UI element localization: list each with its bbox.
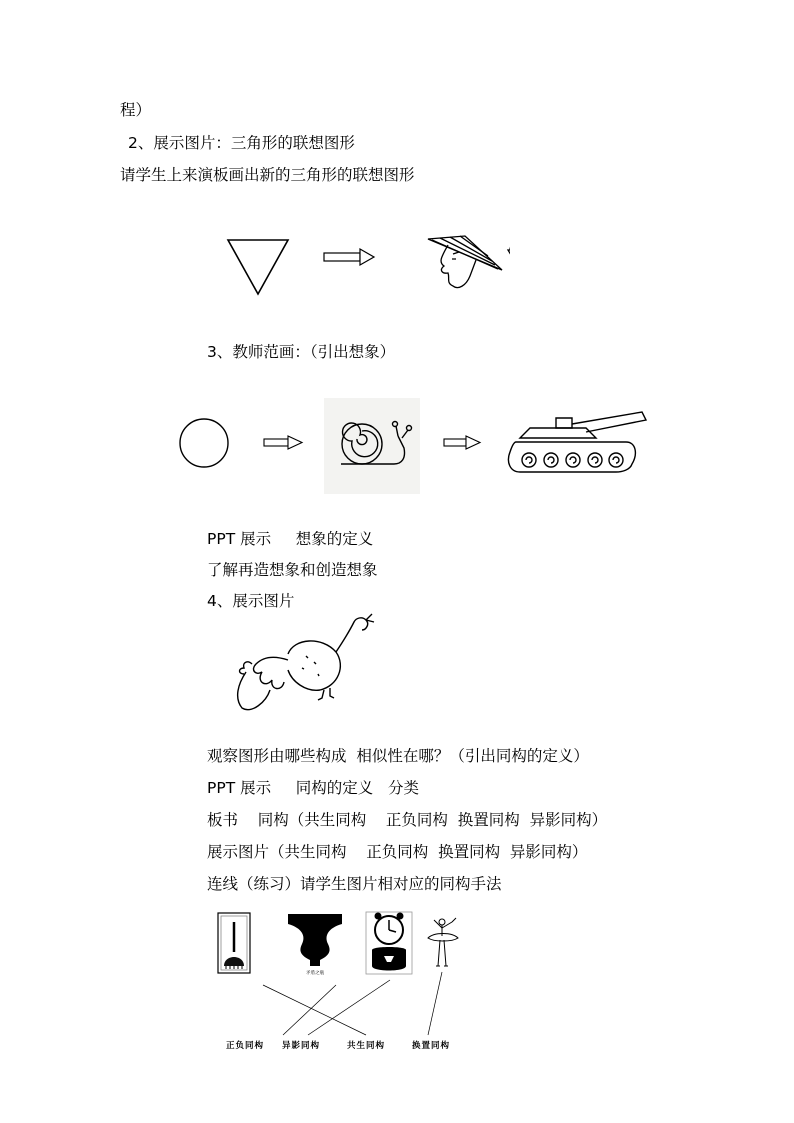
ballerina-picture bbox=[428, 918, 458, 966]
line-observe-question: 观察图形由哪些构成 相似性在哪？（引出同构的定义） bbox=[207, 747, 589, 765]
matching-lines bbox=[263, 972, 442, 1035]
label-substitution: 换置同构 bbox=[412, 1041, 451, 1051]
line-teacher-demo: 3、教师范画：（引出想象） bbox=[207, 343, 396, 361]
arrow-icon bbox=[264, 436, 302, 449]
line-understand-imagination: 了解再造想象和创造想象 bbox=[207, 561, 378, 579]
vase-caption: 矛盾之瓶 bbox=[306, 971, 324, 976]
broom-picture bbox=[218, 913, 250, 973]
clock-picture bbox=[366, 912, 412, 974]
line-ppt-imagination: PPT 展示 想象的定义 bbox=[207, 530, 374, 548]
cone-face-drawing bbox=[508, 237, 510, 292]
triangle-shape bbox=[228, 240, 288, 294]
radish-bird-figure bbox=[226, 612, 386, 717]
arrow-icon bbox=[324, 249, 374, 265]
line-matching-exercise: 连线（练习）请学生图片相对应的同构手法 bbox=[207, 875, 502, 893]
circle-snail-tank-figure bbox=[176, 398, 656, 498]
label-positive-negative: 正负同构 bbox=[226, 1041, 265, 1051]
line-ppt-isomorphism: PPT 展示 同构的定义 分类 bbox=[207, 779, 420, 797]
tank-drawing bbox=[508, 412, 646, 472]
line-show-types: 展示图片（共生同构 正负同构 换置同构 异影同构） bbox=[207, 843, 588, 861]
line-blackboard: 板书 同构（共生同构 正负同构 换置同构 异影同构） bbox=[207, 811, 608, 829]
line-show-triangle: 2、展示图片：三角形的联想图形 bbox=[128, 134, 355, 152]
hat-face-drawing bbox=[428, 236, 502, 288]
line-show-pictures: 4、展示图片 bbox=[207, 592, 295, 610]
circle-shape bbox=[180, 419, 228, 467]
line-program-end: 程） bbox=[120, 101, 152, 119]
snail-panel bbox=[324, 398, 420, 494]
radish-body bbox=[288, 641, 340, 690]
vase-picture bbox=[288, 914, 342, 976]
line-student-draw: 请学生上来演板画出新的三角形的联想图形 bbox=[120, 166, 415, 184]
matching-exercise-figure bbox=[216, 910, 476, 1050]
triangle-association-figure bbox=[220, 228, 510, 298]
label-shadow: 异影同构 bbox=[282, 1041, 321, 1051]
arrow-icon bbox=[444, 436, 480, 449]
leaf-tail bbox=[254, 657, 288, 688]
label-coexistence: 共生同构 bbox=[347, 1041, 386, 1051]
